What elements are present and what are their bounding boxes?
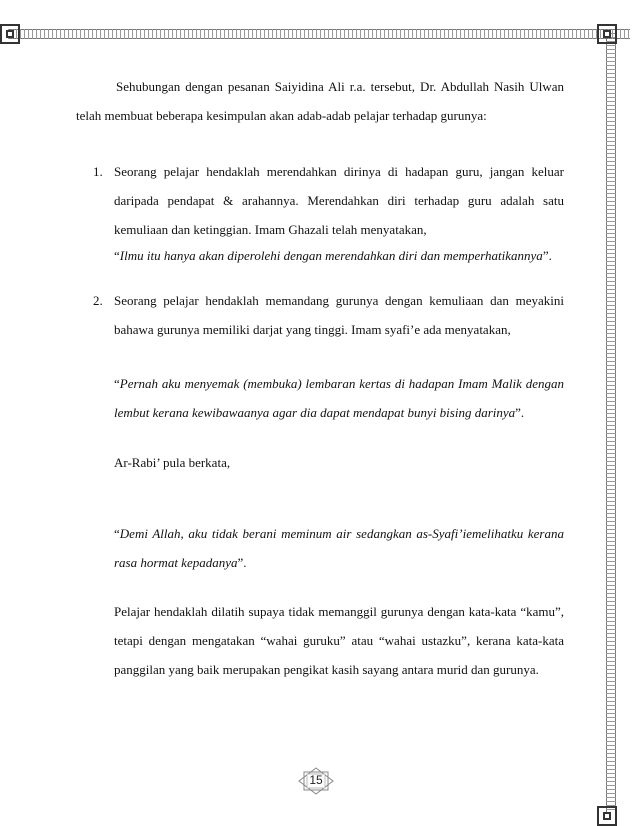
corner-ornament-icon <box>597 24 617 44</box>
list-item-text: Seorang pelajar hendaklah memandang gurunya dengan kemuliaan dan meyakini bahawa gurunya memiliki darjat yang tinggi. Imam syafi’e ada menyatakan, <box>114 293 564 337</box>
list-item-quote: “Ilmu itu hanya akan diperolehi dengan merendahkan diri dan memperhatikannya”. <box>114 248 552 263</box>
quote-text: Demi Allah, aku tidak berani meminum air sedangkan as-Syafi’iemelihatku kerana rasa hormat kepadanya <box>114 526 564 570</box>
page-border-right <box>606 33 616 813</box>
list-item-text: Seorang pelajar hendaklah merendahkan dirinya di hadapan guru, jangan keluar daripada pendapat & arahannya. Merendahkan diri terhadap guru adalah satu kemuliaan dan ketinggian. Imam Ghazali telah menyatakan, <box>114 164 564 237</box>
page-number <box>296 767 336 795</box>
rabi-intro: Ar-Rabi’ pula berkata, <box>114 455 231 470</box>
quote-text: Pernah aku menyemak (membuka) lembaran kertas di hadapan Imam Malik dengan lembut kerana kewibawaanya agar dia dapat mendapat bunyi bising darinya <box>114 376 564 420</box>
list-number: 2. <box>93 293 103 308</box>
intro-paragraph: Sehubungan dengan pesanan Saiyidina Ali r.a. tersebut, Dr. Abdullah Nasih Ulwan telah membuat beberapa kesimpulan akan adab-adab pelajar terhadap gurunya: <box>76 79 564 123</box>
corner-ornament-icon <box>0 24 20 44</box>
page-border-top <box>8 29 630 39</box>
closing-paragraph: Pelajar hendaklah dilatih supaya tidak memanggil gurunya dengan kata-kata “kamu”, tetapi dengan mengatakan “wahai guruku” atau “wahai ustazku”, kerana kata-kata panggilan yang baik merupakan pengikat kasih sayang antara murid dan gurunya. <box>114 604 564 677</box>
rabi-quote: “Demi Allah, aku tidak berani meminum air sedangkan as-Syafi’iemelihatku kerana rasa hormat kepadanya”. <box>114 526 564 570</box>
corner-ornament-icon <box>597 806 617 826</box>
quote-text: Ilmu itu hanya akan diperolehi dengan merendahkan diri dan memperhatikannya <box>119 248 543 263</box>
list-number: 1. <box>93 164 103 179</box>
page-number-text: 15 <box>309 773 323 787</box>
list-item-quote: “Pernah aku menyemak (membuka) lembaran kertas di hadapan Imam Malik dengan lembut kerana kewibawaanya agar dia dapat mendapat bunyi bising darinya”. <box>114 376 564 420</box>
